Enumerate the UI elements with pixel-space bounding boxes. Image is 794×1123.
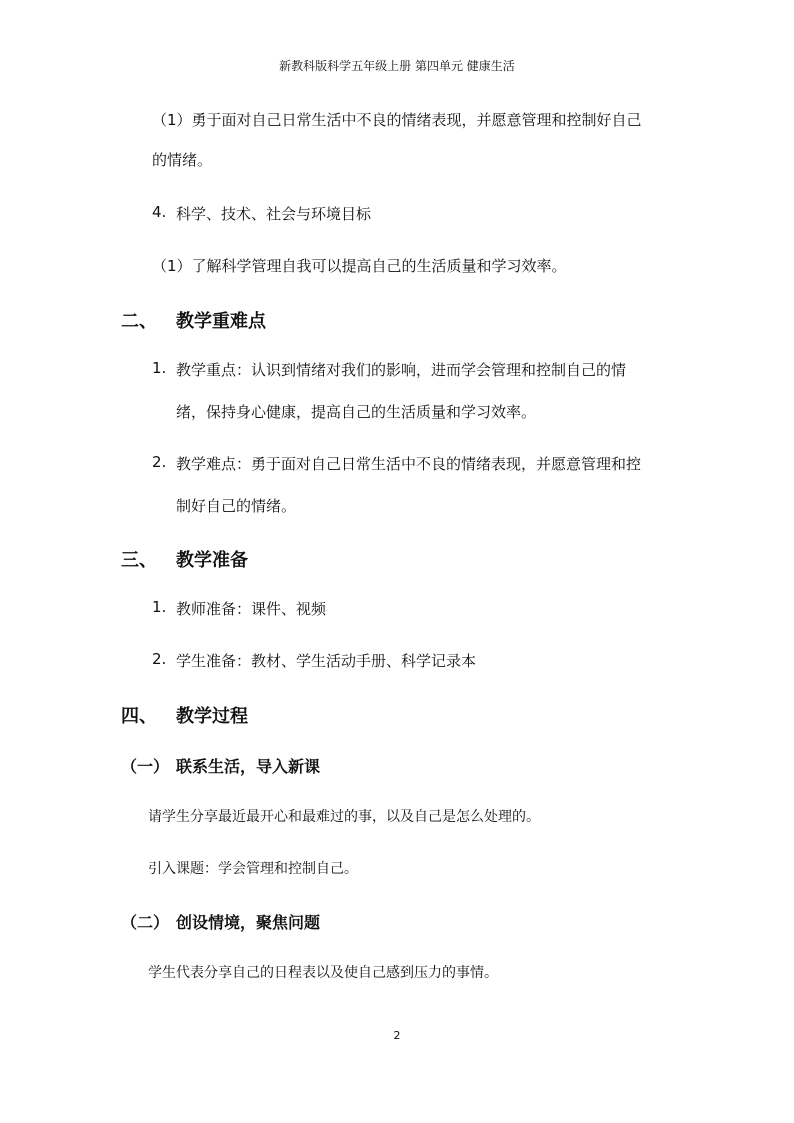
sub2-number: （二） [121, 913, 170, 932]
section3-item2-number: 2. [152, 650, 167, 668]
section3-number: 三、 [121, 550, 157, 571]
section2-number: 二、 [121, 311, 157, 332]
section3-item1-text: 教师准备：课件、视频 [176, 600, 327, 618]
sub1-para2: 引入课题：学会管理和控制自己。 [148, 861, 358, 877]
goal4-title: 科学、技术、社会与环境目标 [176, 205, 372, 223]
goal4-number: 4. [152, 203, 167, 221]
goal3-item1-line2: 的情绪。 [152, 151, 213, 169]
goal4-item1: （1）了解科学管理自我可以提高自己的生活质量和学习效率。 [152, 257, 567, 275]
section3-item1-number: 1. [152, 598, 167, 616]
section2-title: 教学重难点 [176, 311, 266, 332]
section4-number: 四、 [121, 706, 157, 727]
section2-item1-line2: 绪，保持身心健康，提高自己的生活质量和学习效率。 [176, 403, 537, 421]
section2-item2-number: 2. [152, 453, 167, 471]
sub2-para1: 学生代表分享自己的日程表以及使自己感到压力的事情。 [148, 965, 498, 981]
sub1-number: （一） [121, 757, 170, 776]
sub2-title: 创设情境，聚焦问题 [176, 913, 321, 932]
page-number: 2 [393, 1029, 401, 1042]
sub1-para1: 请学生分享最近最开心和最难过的事，以及自己是怎么处理的。 [148, 809, 540, 825]
section2-item1-line1: 教学重点：认识到情绪对我们的影响，进而学会管理和控制自己的情 [176, 361, 627, 379]
goal3-item1-line1: （1）勇于面对自己日常生活中不良的情绪表现，并愿意管理和控制好自己 [152, 111, 642, 129]
section3-title: 教学准备 [176, 550, 248, 571]
section2-item2-line1: 教学难点：勇于面对自己日常生活中不良的情绪表现，并愿意管理和控 [176, 455, 642, 473]
section2-item1-number: 1. [152, 359, 167, 377]
page-header: 新教科版科学五年级上册 第四单元 健康生活 [279, 59, 515, 73]
section4-title: 教学过程 [176, 706, 248, 727]
section2-item2-line2: 制好自己的情绪。 [176, 497, 297, 515]
section3-item2-text: 学生准备：教材、学生活动手册、科学记录本 [176, 652, 477, 670]
sub1-title: 联系生活，导入新课 [176, 757, 321, 776]
